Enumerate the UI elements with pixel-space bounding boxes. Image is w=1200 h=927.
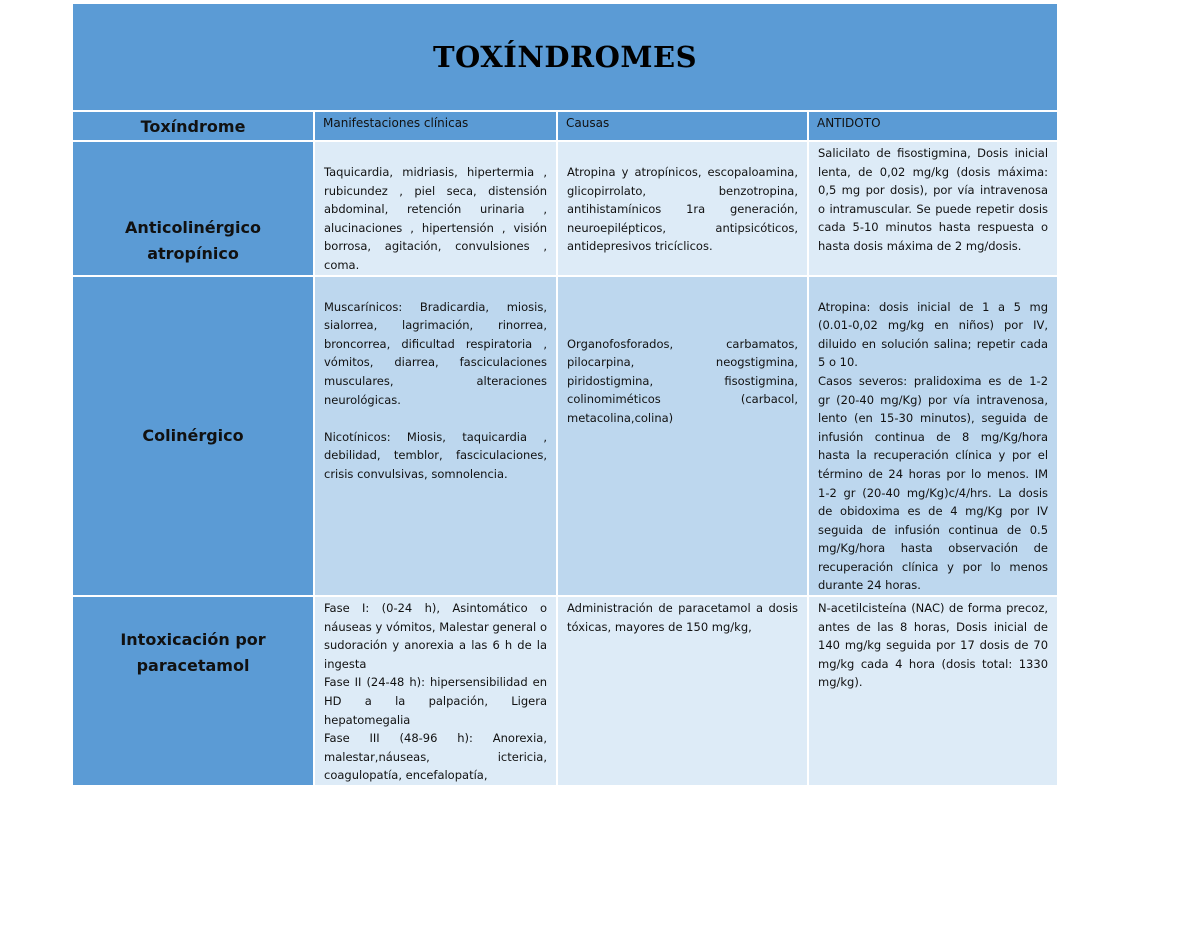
causas-text: Organofosforados, carbamatos, pilocarpina, neogstigmina, piridostigmina, fisostigmina, colinomiméticos (carbacol, metacolina,colina) [567, 336, 798, 425]
manifestaciones-text: Muscarínicos: Bradicardia, miosis, sialorrea, lagrimación, rinorrea, broncorrea, dificultad respiratoria , vómitos, diarrea, fasciculaciones musculares, alteraciones neurológicas. [324, 299, 547, 407]
causas-cell [557, 596, 808, 786]
row-name-line: atropínico [147, 244, 239, 264]
row-name [72, 596, 314, 786]
antidoto-cell [808, 596, 1058, 786]
row-name-line: Intoxicación por [120, 630, 266, 650]
antidoto-cell [808, 141, 1058, 276]
header-toxindrome: Toxíndrome [72, 111, 314, 141]
causas-cell [557, 276, 808, 597]
manifestaciones-text: Taquicardia, midriasis, hipertermia , rubicundez , piel seca, distensión abdominal, retención urinaria , alucinaciones , hipertensión , visión borrosa, agitación, convulsiones , coma. [324, 165, 547, 272]
header-antidoto: ANTIDOTO [808, 111, 1058, 141]
table-row [72, 596, 1058, 786]
manifestaciones-cell [314, 141, 557, 276]
causas-text: Atropina y atropínicos, escopaloamina, glicopirrolato, benzotropina, antihistamínicos 1ra generación, neuroepilépticos, antipsicóticos, antidepresivos tricíclicos. [567, 165, 798, 254]
page-title: TOXÍNDROMES [432, 40, 698, 74]
causas-cell [557, 141, 808, 276]
manifestaciones-text: Nicotínicos: Miosis, taquicardia , debilidad, temblor, fasciculaciones, crisis convulsivas, somnolencia. [324, 429, 547, 481]
row-name [72, 276, 314, 597]
manifestaciones-cell [314, 276, 557, 597]
antidoto-text: Atropina: dosis inicial de 1 a 5 mg (0.01-0,02 mg/kg en niños) por IV, diluido en solución salina; repetir cada 5 o 10. [818, 299, 1049, 370]
table-row [72, 276, 1058, 597]
antidoto-text: Salicilato de fisostigmina, Dosis inicial lenta, de 0,02 mg/kg (dosis máxima: 0,5 mg por dosis), por vía intravenosa o intramuscular. Se puede repetir dosis cada 5-10 minutos hasta respuesta o hasta dosis máxima de 2 mg/dosis. [818, 146, 1049, 253]
row-name-line: Anticolinérgico [125, 218, 261, 238]
header-causas: Causas [557, 111, 808, 141]
manifestaciones-text: Fase I: (0-24 h), Asintomático o náuseas y vómitos, Malestar general o sudoración y anorexia a las 6 h de la ingesta [324, 601, 547, 671]
row-name-line: paracetamol [136, 656, 250, 676]
antidoto-cell [808, 276, 1058, 597]
title-cell [72, 3, 1058, 111]
toxindromes-table [71, 2, 1059, 787]
manifestaciones-text: Fase II (24-48 h): hipersensibilidad en HD a la palpación, Ligera hepatomegalia [324, 675, 547, 727]
table-row [72, 141, 1058, 276]
causas-text: Administración de paracetamol a dosis tóxicas, mayores de 150 mg/kg, [567, 601, 798, 634]
document-page [71, 2, 1057, 783]
antidoto-text: N-acetilcisteína (NAC) de forma precoz, antes de las 8 horas, Dosis inicial de 140 mg/kg seguida por 17 dosis de 70 mg/kg cada 4 hora (dosis total: 1330 mg/kg). [818, 601, 1049, 690]
antidoto-text: Casos severos: pralidoxima es de 1-2 gr (20-40 mg/Kg) por vía intravenosa, lento (en 15-30 minutos), seguida de infusión continua de 8 mg/Kg/hora hasta la recuperación clínica y por el término de 24 horas por lo menos. IM 1-2 gr (20-40 mg/Kg)c/4/hrs. La dosis de obidoxima es de 4 mg/Kg por IV seguida de infusión continua de 0.5 mg/Kg/hora hasta observación de recuperación clínica y por lo menos durante 24 horas. [818, 373, 1049, 593]
row-name [72, 141, 314, 276]
header-manifestaciones: Manifestaciones clínicas [314, 111, 557, 141]
header-row [72, 111, 1058, 141]
row-name-line: Colinérgico [142, 425, 244, 445]
manifestaciones-text: Fase III (48-96 h): Anorexia, malestar,náuseas, ictericia, coagulopatía, encefalopatía, [324, 731, 547, 783]
manifestaciones-cell [314, 596, 557, 786]
